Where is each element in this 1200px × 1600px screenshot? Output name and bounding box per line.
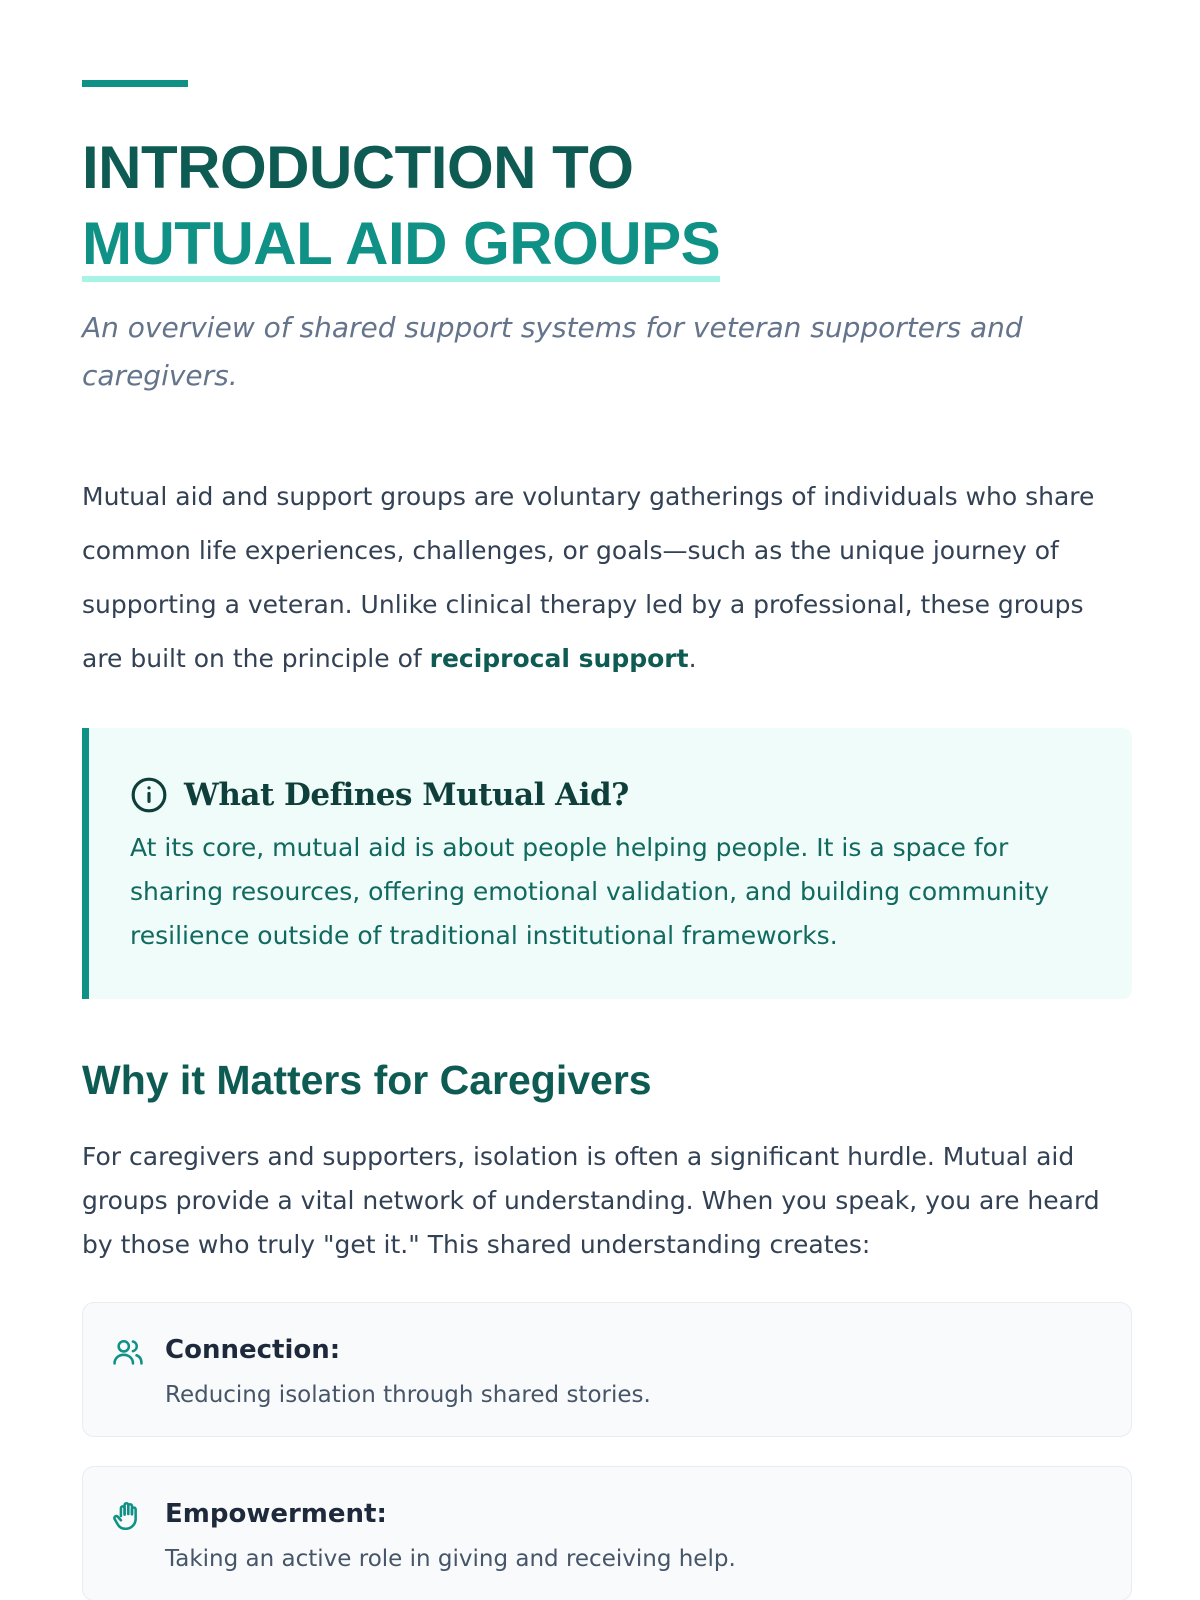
page-title-line-2: MUTUAL AID GROUPS (82, 212, 720, 282)
benefit-title: Connection: (165, 1335, 341, 1365)
page-subtitle: An overview of shared support systems for veteran supporters and caregivers. (82, 311, 1023, 392)
benefit-card-connection (82, 1302, 1132, 1437)
section-body: For caregivers and supporters, isolation is often a significant hurdle. Mutual aid groups provide a vital network of understanding. When you speak, you are heard by those who truly "get it." This shared understanding creates: (82, 1142, 1100, 1259)
section-heading: Why it Matters for Caregivers (82, 1057, 652, 1103)
callout-title: What Defines Mutual Aid? (184, 777, 629, 813)
intro-paragraph (82, 470, 1122, 686)
callout-header (130, 772, 1086, 818)
intro-emphasis: reciprocal support (429, 644, 689, 673)
intro-text-end: . (688, 644, 697, 673)
info-icon (130, 776, 168, 814)
benefit-title: Empowerment: (165, 1499, 387, 1529)
benefit-card-empowerment (82, 1466, 1132, 1600)
benefit-description: Reducing isolation through shared stories. (165, 1382, 651, 1408)
definition-callout (82, 728, 1132, 999)
callout-body: At its core, mutual aid is about people helping people. It is a space for sharing resources, offering emotional validation, and building community resilience outside of traditional institutional frameworks. (130, 833, 1050, 950)
benefit-description: Taking an active role in giving and receiving help. (165, 1546, 736, 1572)
users-icon (111, 1335, 145, 1369)
benefit-text (165, 1495, 736, 1579)
page-title (82, 130, 720, 282)
title-accent-rule (82, 80, 188, 87)
page-title-line-1: INTRODUCTION TO (82, 134, 634, 201)
raised-hand-icon (111, 1499, 145, 1533)
intro-text: Mutual aid and support groups are voluntary gatherings of individuals who share common life experiences, challenges, or goals—such as the unique journey of supporting a veteran. Unlike clinical therapy led by a professional, these groups are built on the principle of (82, 482, 1095, 673)
benefit-text (165, 1331, 651, 1415)
